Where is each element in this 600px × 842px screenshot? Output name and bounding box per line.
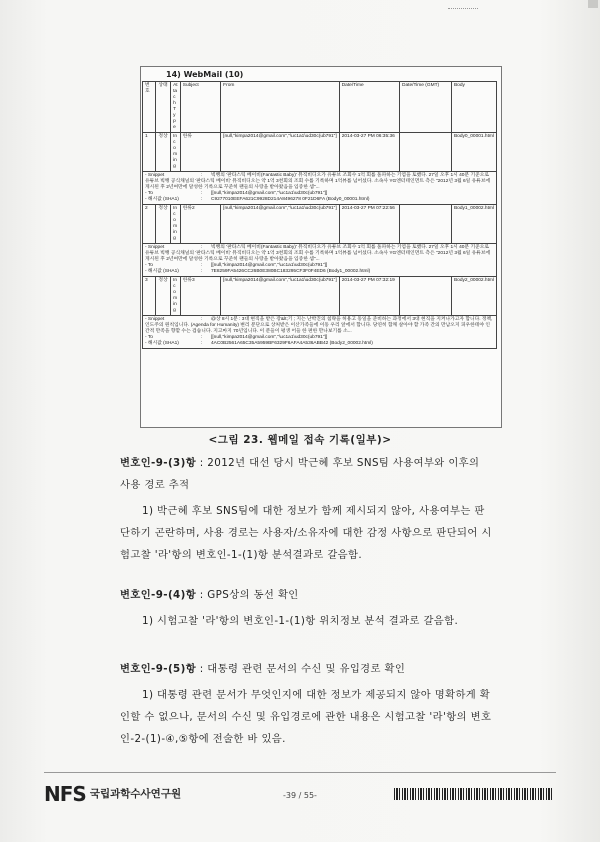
cell-datetime: 2014-03-27 PM 07:32:19 [339,277,399,316]
header-datetime-gmt: Date/Time (GMT) [399,82,451,133]
section-3 [120,452,492,566]
cell-from: [null,"kimpa2014@gmail.com","\uc1a1\ud30c(ub791"] [221,133,340,172]
section-4 [120,584,492,632]
section-heading [120,584,492,606]
snippet-text: 빅뱅의 '판타스틱 베이비(Fantastic Baby)' 뮤직비디오가 유튜브 조회수 1억 회를 돌파하는 기염을 토했다. 27일 오후 1시 40분 기준으로 유튜브 빅뱅 공식채널의 '판타스틱 베이비' 뮤직비디오는 약 1억 3천회의 조회 수를 기록하며 1억뷰를 넘어섰다. 소속사 YG엔터테인먼트 측은 "2012년 3월 6일 유튜브에 게시된 후 2년여만에 달성한 기록으로 꾸준히 팬들의 사랑을 받아왔음을 입증한 셈"... [145,245,491,262]
hash-line: - 해시값 (SHA1) : 7E8259FA5426CC26B0E380BC183295CF3F0F4ED6 (Body1_00002.html) [145,269,371,274]
cell-num: 2 [143,205,156,244]
logo-nfs-text: NFS [44,782,86,806]
cell-status: 정상 [156,277,171,316]
snippet-line: - Snippet : @상 8시 1분 : 3대 현직을 받은 장&lt;기 ; 지는 난박진의 침략을 허용고 동일을 준비하는 과정에서 3대 현직을 지켜나가고자 합니다. 정책, 인도주의 원칙입니다. (Agenda for Humanity) 변리 분단으로 상처받은 이산가족들에 이동 우리 앞에서 합니다. 당연히 함께 살아야 할 가족 간의 만남오지 피우한테야 인간적 만족을 향할 수는 겁습니다. 지고마지 70년입니다. 이 분들이 평생 어들 한 편한 만나보기를 소... [145,317,493,334]
cell-attach: Incoming [171,205,181,244]
section-head-text: : 2012년 대선 당시 박근혜 후보 SNS팀 사용여부와 이후의 사용 경로 추적 [120,457,480,491]
hash-label: - 해시값 (SHA1) [145,269,179,274]
cell-status: 정상 [156,205,171,244]
cell-subject: 한류 [180,133,220,172]
hash-label: - 해시값 (SHA1) [145,197,179,202]
header-from: From [221,82,340,133]
to-text: [[null,"kimpa2014@gmail.com","\uc1a1\ud30c(ub791"]] [211,263,328,268]
to-line: - To : [[null,"kimpa2014@gmail.com","\uc1a1\ud30c(ub791"]] [145,191,328,196]
to-line: - To : [[null,"kimpa2014@gmail.com","\uc1a1\ud30c(ub791"]] [145,335,328,340]
cell-subject: 한류2 [180,205,220,244]
cell-from: [null,"kimpa2014@gmail.com","\uc1a1\ud30c(ub791"] [221,205,340,244]
cell-from: [null,"kimpa2014@gmail.com","\uc1a1\ud30c(ub791"] [221,277,340,316]
section-heading [120,452,492,496]
section-head-label: 변호인-9-(5)항 [120,663,197,675]
section-paragraph: 1) 시험고찰 '라'항의 변호인-1-(1)항 위치정보 분석 결과로 갈음함. [142,615,459,627]
cell-body: Body1_00002.html [451,205,496,244]
hash-line: - 해시값 (SHA1) : C9277010EEFA621C9928D214A8496278 0F21D6FA (Body0_00001.html) [145,197,370,202]
header-attach: Attach Type [171,82,181,133]
scan-mark [448,0,478,9]
snippet-text: @상 8시 1분 : 3대 현직을 받은 장&lt;기 ; 지는 난박진의 침략을 허용고 동일을 준비하는 과정에서 3대 현직을 지켜나가고자 합니다. 정책, 인도주의 원칙입니다. (Agenda for Humanity) 변리 분단으로 상처받은 이산가족들에 이동 우리 앞에서 합니다. 당연히 함께 살아야 할 가족 간의 만남오지 피우한테야 인간적 만족을 향할 수는 겁습니다. 지고마지 70년입니다. 이 분들이 평생 어들 한 편한 만나보기를 소... [145,317,493,334]
section-head-text: : 대통령 관련 문서의 수신 및 유입경로 확인 [196,663,406,675]
cell-body: Body0_00001.html [451,133,496,172]
header-num: 번호 [143,82,156,133]
hash-line: - 해시값 (SHA1) : 4AC0B2561A65C35A5959BF6329F6AFA4A536ABB42 (Body2_00002.html) [145,341,373,346]
detail-row [143,172,497,205]
cell-attach: Incoming [171,277,181,316]
snippet-text: 빅뱅의 '판타스틱 베이비(Fantastic Baby)' 뮤직비디오가 유튜브 조회수 1억 회를 돌파하는 기염을 토했다. 27일 오후 1시 40분 기준으로 유튜브 빅뱅 공식채널의 '판타스틱 베이비' 뮤직비디오는 약 1억 3천회의 조회 수를 기록하며 1억뷰를 넘어섰다. 소속사 YG엔터테인먼트 측은 "2012년 3월 6일 유튜브에 게시된 후 2년여만에 달성한 기록으로 꾸준히 팬들의 사랑을 받아왔음을 입증한 셈"... [145,173,491,190]
cell-num: 3 [143,277,156,316]
snippet-label: - Snippet [145,317,165,322]
cell-subject: 한류3 [180,277,220,316]
barcode-icon [394,788,554,800]
section-5 [120,658,492,750]
section-paragraph: 1) 박근혜 후보 SNS팀에 대한 정보가 함께 제시되지 않아, 사용여부는 판단하기 곤란하며, 사용 경로는 사용자/소유자에 대한 감정 사항으로 판단되어 시험고찰 '라'항의 변호인-1-(1)항 분석결과로 갈음함. [120,505,492,561]
logo-institute-name: 국립과학수사연구원 [89,788,182,800]
header-subject: Subject [180,82,220,133]
snippet-label: - Snippet [145,245,165,250]
to-text: [[null,"kimpa2014@gmail.com","\uc1a1\ud30c(ub791"]] [211,191,328,196]
detail-row [143,316,497,349]
scan-mark-right [588,0,598,8]
to-label: - To [145,335,153,340]
to-line: - To : [[null,"kimpa2014@gmail.com","\uc1a1\ud30c(ub791"]] [145,263,328,268]
cell-attach: Incoming [171,133,181,172]
cell-datetime-gmt [399,277,451,316]
snippet-label: - Snippet [145,173,165,178]
hash-text: 7E8259FA5426CC26B0E380BC183295CF3F0F4ED6 (Body1_00002.html) [211,269,371,274]
snippet-line: - Snippet : 빅뱅의 '판타스틱 베이비(Fantastic Baby)' 뮤직비디오가 유튜브 조회수 1억 회를 돌파하는 기염을 토했다. 27일 오후 1시 40분 기준으로 유튜브 빅뱅 공식채널의 '판타스틱 베이비' 뮤직비디오는 약 1억 3천회의 조회 수를 기록하며 1억뷰를 넘어섰다. 소속사 YG엔터테인먼트 측은 "2012년 3월 6일 유튜브에 게시된 후 2년여만에 달성한 기록으로 꾸준히 팬들의 사랑을 받아왔음을 입증한 셈"... [145,173,491,190]
detail-cell [143,244,497,277]
section-heading [120,658,492,680]
header-datetime: Date/Time [339,82,399,133]
section-head-label: 변호인-9-(3)항 [120,457,197,469]
to-label: - To [145,263,153,268]
cell-num: 1 [143,133,156,172]
hash-text: C9277010EEFA621C9928D214A8496278 0F21D6FA (Body0_00001.html) [211,197,370,202]
table-row [143,205,497,244]
hash-label: - 해시값 (SHA1) [145,341,179,346]
section-paragraph: 1) 대통령 관련 문서가 무엇인지에 대한 정보가 제공되지 않아 명확하게 확인할 수 없으나, 문서의 수신 및 유입경로에 관한 내용은 시험고찰 '라'항의 변호인-2-(1)-④,⑤항에 전술한 바 있음. [120,689,492,745]
detail-row [143,244,497,277]
to-label: - To [145,191,153,196]
detail-cell [143,172,497,205]
footer-rule [44,772,556,773]
cell-datetime-gmt [399,133,451,172]
header-body: Body [451,82,496,133]
cell-datetime: 2014-03-27 PM 06:35:36 [339,133,399,172]
table-title: 14) WebMail (10) [166,70,244,79]
hash-text: 4AC0B2561A65C35A5959BF6329F6AFA4A536ABB42 (Body2_00002.html) [211,341,373,346]
webmail-table [142,81,497,349]
detail-cell [143,316,497,349]
section-head-label: 변호인-9-(4)항 [120,589,197,601]
table-header-row [143,82,497,133]
cell-datetime: 2014-03-27 PM 07:22:56 [339,205,399,244]
cell-status: 정상 [156,133,171,172]
figure-caption: <그림 23. 웹메일 접속 기록(일부)> [208,434,392,446]
section-head-text: : GPS상의 동선 확인 [196,589,299,601]
page-number: -39 / 55- [283,791,317,800]
cell-body: Body2_00002.html [451,277,496,316]
table-row [143,133,497,172]
table-row [143,277,497,316]
cell-datetime-gmt [399,205,451,244]
header-status: 상태 [156,82,171,133]
to-text: [[null,"kimpa2014@gmail.com","\uc1a1\ud30c(ub791"]] [211,335,328,340]
snippet-line: - Snippet : 빅뱅의 '판타스틱 베이비(Fantastic Baby)' 뮤직비디오가 유튜브 조회수 1억 회를 돌파하는 기염을 토했다. 27일 오후 1시 40분 기준으로 유튜브 빅뱅 공식채널의 '판타스틱 베이비' 뮤직비디오는 약 1억 3천회의 조회 수를 기록하며 1억뷰를 넘어섰다. 소속사 YG엔터테인먼트 측은 "2012년 3월 6일 유튜브에 게시된 후 2년여만에 달성한 기록으로 꾸준히 팬들의 사랑을 받아왔음을 입증한 셈"... [145,245,491,262]
